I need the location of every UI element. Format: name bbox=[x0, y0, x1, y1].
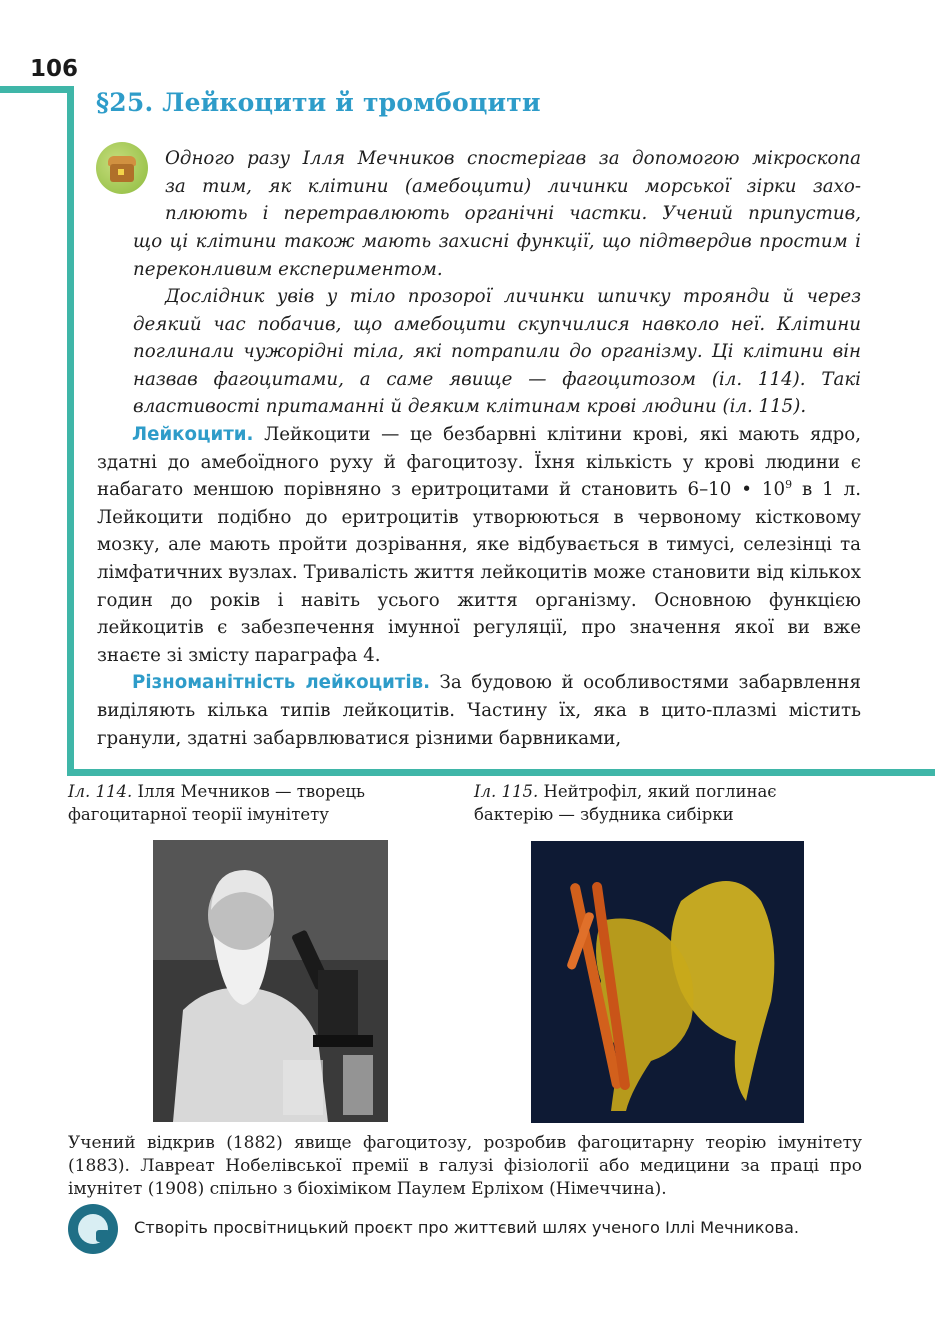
story-line: Одного разу Ілля Мечников спостерігав за допомогою мікроскопа bbox=[165, 148, 861, 169]
paragraph-leukocytes bbox=[97, 421, 861, 669]
paragraph-text: За будовою й особливостями забарвлення виділяють кілька типів лейкоцитів. Частину їх, яка в цито-плазмі містить гранули, здатні забарвлюватися різними барвниками, bbox=[97, 672, 861, 749]
figure-label: Іл. 114. bbox=[68, 782, 133, 801]
exponent: 9 bbox=[785, 478, 793, 492]
paragraph-text: в 1 л. Лейкоцити подібно до еритроцитів утворюються в червоному кістковому мозку, але мають пройти дозрівання, яке відбувається в тимусі, селезінці та лімфатичних вузлах. Тривалість життя лейкоцитів може становити від кількох годин до років і навіть усього життя організму. Основною функцією лейкоцитів є забезпечення імунної регуляції, про значення якої ви вже знаєте зі змісту параграфа 4. bbox=[97, 479, 861, 666]
frame-top-bar bbox=[0, 86, 70, 93]
paragraph-diversity bbox=[97, 669, 861, 752]
project-assignment-text: Створіть просвітницький проєкт про життєвий шлях ученого Іллі Мечникова. bbox=[134, 1218, 800, 1237]
main-text bbox=[97, 421, 861, 752]
story-paragraph-1-rest: що ці клітини також мають захисні функції, що підтвердив простим і переконливим експериментом. bbox=[133, 231, 861, 280]
keyword-leukocytes: Лейкоцити. bbox=[132, 424, 254, 445]
scientist-bio-caption: Учений відкрив (1882) явище фагоцитозу, розробив фагоцитарну теорію імунітету (1883). Лавреат Нобелівської премії в галузі фізіології або медицини за праці про імунітет (1908) спільно з біохіміком Паулем Ерліхом (Німеччина). bbox=[68, 1133, 862, 1199]
story-line: за тим, як клітини (амебоцити) личинки морської зірки захо- bbox=[165, 175, 861, 197]
frame-bottom-bar bbox=[67, 769, 935, 776]
story-line: плюють і перетравлюють органічні частки. Учений припустив, bbox=[165, 203, 861, 225]
project-magnifier-icon bbox=[68, 1204, 118, 1254]
page-number: 106 bbox=[30, 56, 79, 82]
section-title: §25. Лейкоцити й тромбоцити bbox=[96, 88, 541, 117]
keyword-diversity: Різноманітність лейкоцитів. bbox=[132, 672, 431, 694]
frame-left-bar bbox=[67, 86, 74, 776]
figure-label: Іл. 115. bbox=[474, 782, 539, 801]
story-paragraph-2: Дослідник увів у тіло прозорої личинки шпичку троянди й через деякий час побачив, що амебоцити скупчилися навколо неї. Клітини поглинали чужорідні тіла, які потрапили до організму. Ці клітини він назвав фагоцитами, а саме явище — фагоцитозом (іл. 114). Такі властивості притаманні й деяким клітинам крові людини (іл. 115). bbox=[133, 286, 861, 418]
neutrophil-sem-image bbox=[531, 841, 804, 1123]
treasure-chest-icon bbox=[96, 142, 148, 194]
paragraph-text: Лейкоцити — це безбарвні клітини крові, які мають ядро, здатні до амебоїдного руху й фагоцитозу. Їхня кількість у крові людини є набагато меншою порівняно з еритроцитами й становить 6–10 • 10 bbox=[97, 424, 861, 501]
figure-caption-text: Ілля Мечников — творець фагоцитарної теорії імунітету bbox=[68, 782, 366, 824]
figure-caption-text: Нейтрофіл, який поглинає бактерію — збудника сибірки bbox=[474, 782, 777, 824]
story-paragraph-1-lead bbox=[165, 145, 861, 228]
figure-115-caption bbox=[474, 780, 819, 826]
figure-114-caption bbox=[68, 780, 408, 826]
mechnikov-portrait-image bbox=[153, 840, 388, 1122]
